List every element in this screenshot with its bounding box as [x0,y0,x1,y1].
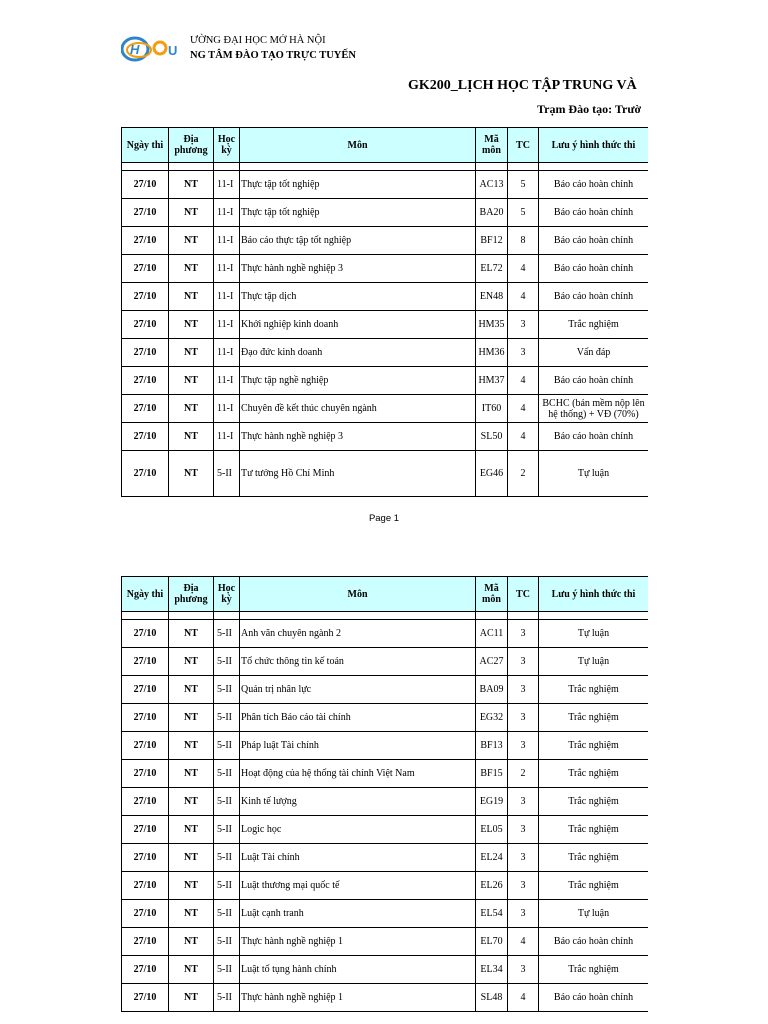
subject-code-cell: HM36 [476,339,508,367]
col-header-semester: Học kỳ [214,128,240,163]
spacer-cell [240,612,476,620]
exam-format-cell: BCHC (bản mềm nộp lên hệ thống) + VĐ (70%) [539,395,649,423]
exam-format-cell: Tự luận [539,900,649,928]
table-row [122,339,649,367]
spacer-cell [508,163,539,171]
subject-code-cell: EN48 [476,283,508,311]
col-header-code: Mã môn [476,577,508,612]
exam-format-cell: Trắc nghiệm [539,760,649,788]
subject-code-cell: AC11 [476,620,508,648]
col-header-code: Mã môn [476,128,508,163]
exam-date-cell: 27/10 [122,171,169,199]
subject-cell: Hoạt động của hệ thống tài chính Việt Nam [240,760,476,788]
semester-cell: 5-II [214,872,240,900]
col-header-semester: Học kỳ [214,577,240,612]
spacer-cell [122,163,169,171]
exam-date-cell: 27/10 [122,423,169,451]
subject-cell: Báo cáo thực tập tốt nghiệp [240,227,476,255]
subject-code-cell: EL54 [476,900,508,928]
credits-cell: 3 [508,339,539,367]
table-header-row [122,577,649,612]
col-header-location: Địa phương [169,128,214,163]
exam-date-cell: 27/10 [122,283,169,311]
spacer-cell [169,163,214,171]
subject-code-cell: BA09 [476,676,508,704]
ehou-logo [121,34,191,64]
location-cell: NT [169,788,214,816]
table-row [122,311,649,339]
exam-date-cell: 27/10 [122,900,169,928]
spacer-cell [214,163,240,171]
semester-cell: 5-II [214,984,240,1012]
location-cell: NT [169,171,214,199]
exam-format-cell: Trắc nghiệm [539,844,649,872]
location-cell: NT [169,984,214,1012]
subject-cell: Pháp luật Tài chính [240,732,476,760]
credits-cell: 3 [508,676,539,704]
exam-format-cell: Trắc nghiệm [539,956,649,984]
location-cell: NT [169,872,214,900]
exam-format-cell: Trắc nghiệm [539,704,649,732]
exam-date-cell: 27/10 [122,339,169,367]
table-row [122,956,649,984]
credits-cell: 4 [508,255,539,283]
location-cell: NT [169,928,214,956]
subject-cell: Phân tích Báo cáo tài chính [240,704,476,732]
exam-date-cell: 27/10 [122,732,169,760]
credits-cell: 4 [508,984,539,1012]
location-cell: NT [169,844,214,872]
subject-code-cell: HM35 [476,311,508,339]
location-cell: NT [169,816,214,844]
spacer-cell [476,612,508,620]
location-cell: NT [169,423,214,451]
subject-code-cell: AC27 [476,648,508,676]
semester-cell: 11-I [214,171,240,199]
org-line-2: NG TÂM ĐÀO TẠO TRỰC TUYẾN [190,50,356,61]
subject-cell: Quản trị nhân lực [240,676,476,704]
subject-code-cell: AC13 [476,171,508,199]
subject-cell: Thực tập nghề nghiệp [240,367,476,395]
subject-cell: Thực hành nghề nghiệp 1 [240,984,476,1012]
subject-code-cell: SL48 [476,984,508,1012]
exam-date-cell: 27/10 [122,451,169,497]
semester-cell: 5-II [214,620,240,648]
exam-format-cell: Báo cáo hoàn chỉnh [539,283,649,311]
semester-cell: 5-II [214,704,240,732]
document-title: GK200_LỊCH HỌC TẬP TRUNG VÀ [408,78,637,93]
subject-code-cell: EL72 [476,255,508,283]
svg-text:H: H [130,42,140,57]
subject-code-cell: SL50 [476,423,508,451]
credits-cell: 3 [508,732,539,760]
subject-code-cell: IT60 [476,395,508,423]
subject-code-cell: EG32 [476,704,508,732]
table-row [122,928,649,956]
table-row [122,367,649,395]
semester-cell: 11-I [214,367,240,395]
credits-cell: 5 [508,199,539,227]
semester-cell: 5-II [214,676,240,704]
semester-cell: 11-I [214,423,240,451]
table-row [122,423,649,451]
subject-code-cell: BF12 [476,227,508,255]
semester-cell: 11-I [214,227,240,255]
col-header-credits: TC [508,577,539,612]
exam-format-cell: Trắc nghiệm [539,872,649,900]
subject-cell: Logic học [240,816,476,844]
credits-cell: 5 [508,171,539,199]
exam-format-cell: Trắc nghiệm [539,311,649,339]
exam-format-cell: Tự luận [539,648,649,676]
location-cell: NT [169,620,214,648]
spacer-cell [539,612,649,620]
table-spacer-row [122,612,649,620]
subject-code-cell: EG46 [476,451,508,497]
exam-date-cell: 27/10 [122,704,169,732]
credits-cell: 3 [508,620,539,648]
table-row [122,199,649,227]
subject-code-cell: BA20 [476,199,508,227]
semester-cell: 5-II [214,648,240,676]
semester-cell: 5-II [214,844,240,872]
subject-cell: Chuyên đề kết thúc chuyên ngành [240,395,476,423]
semester-cell: 11-I [214,339,240,367]
exam-format-cell: Trắc nghiệm [539,676,649,704]
exam-format-cell: Báo cáo hoàn chỉnh [539,171,649,199]
exam-format-cell: Báo cáo hoàn chỉnh [539,199,649,227]
location-cell: NT [169,760,214,788]
credits-cell: 3 [508,872,539,900]
semester-cell: 5-II [214,451,240,497]
semester-cell: 5-II [214,788,240,816]
exam-date-cell: 27/10 [122,760,169,788]
credits-cell: 2 [508,451,539,497]
exam-format-cell: Tự luận [539,451,649,497]
table-row [122,255,649,283]
location-cell: NT [169,367,214,395]
credits-cell: 3 [508,844,539,872]
location-cell: NT [169,704,214,732]
subject-code-cell: BF13 [476,732,508,760]
table-row [122,283,649,311]
credits-cell: 4 [508,395,539,423]
exam-format-cell: Báo cáo hoàn chỉnh [539,984,649,1012]
spacer-cell [508,612,539,620]
col-header-credits: TC [508,128,539,163]
table-row [122,984,649,1012]
semester-cell: 11-I [214,311,240,339]
table-row [122,704,649,732]
credits-cell: 4 [508,283,539,311]
subject-code-cell: HM37 [476,367,508,395]
semester-cell: 5-II [214,760,240,788]
subject-code-cell: EL05 [476,816,508,844]
page-number: Page 1 [368,513,400,524]
exam-date-cell: 27/10 [122,872,169,900]
exam-date-cell: 27/10 [122,788,169,816]
semester-cell: 11-I [214,199,240,227]
col-header-exam-format: Lưu ý hình thức thi [539,128,649,163]
credits-cell: 4 [508,928,539,956]
subject-code-cell: EL70 [476,928,508,956]
exam-format-cell: Báo cáo hoàn chỉnh [539,367,649,395]
subject-cell: Thực tập dịch [240,283,476,311]
credits-cell: 3 [508,311,539,339]
subject-cell: Khởi nghiệp kinh doanh [240,311,476,339]
subject-cell: Thực tập tốt nghiệp [240,199,476,227]
semester-cell: 5-II [214,816,240,844]
subject-cell: Đạo đức kinh doanh [240,339,476,367]
exam-date-cell: 27/10 [122,227,169,255]
table-row [122,732,649,760]
exam-date-cell: 27/10 [122,311,169,339]
exam-date-cell: 27/10 [122,255,169,283]
subject-cell: Kinh tế lượng [240,788,476,816]
subject-cell: Anh văn chuyên ngành 2 [240,620,476,648]
spacer-cell [476,163,508,171]
location-cell: NT [169,311,214,339]
exam-date-cell: 27/10 [122,816,169,844]
exam-date-cell: 27/10 [122,367,169,395]
spacer-cell [539,163,649,171]
credits-cell: 8 [508,227,539,255]
spacer-cell [169,612,214,620]
table-row [122,620,649,648]
credits-cell: 3 [508,648,539,676]
subject-cell: Thực tập tốt nghiệp [240,171,476,199]
credits-cell: 2 [508,760,539,788]
spacer-cell [214,612,240,620]
subject-code-cell: EL24 [476,844,508,872]
semester-cell: 11-I [214,255,240,283]
ehou-logo-mark [121,34,191,64]
spacer-cell [122,612,169,620]
subject-cell: Luật cạnh tranh [240,900,476,928]
location-cell: NT [169,648,214,676]
location-cell: NT [169,227,214,255]
subject-cell: Thực hành nghề nghiệp 1 [240,928,476,956]
col-header-subject: Môn [240,128,476,163]
exam-date-cell: 27/10 [122,648,169,676]
subject-cell: Luật thương mại quốc tế [240,872,476,900]
exam-format-cell: Báo cáo hoàn chỉnh [539,255,649,283]
location-cell: NT [169,451,214,497]
semester-cell: 11-I [214,283,240,311]
table-row [122,844,649,872]
location-cell: NT [169,255,214,283]
schedule-table-page1 [121,127,648,503]
table-row [122,395,649,423]
subject-code-cell: EL26 [476,872,508,900]
table-row [122,648,649,676]
location-cell: NT [169,339,214,367]
credits-cell: 4 [508,423,539,451]
table-row [122,900,649,928]
exam-date-cell: 27/10 [122,676,169,704]
table-row [122,227,649,255]
org-line-1: ƯỜNG ĐẠI HỌC MỞ HÀ NỘI [190,35,326,46]
exam-date-cell: 27/10 [122,395,169,423]
document-subtitle: Trạm Đào tạo: Trườ [537,102,642,116]
exam-format-cell: Vấn đáp [539,339,649,367]
exam-format-cell: Báo cáo hoàn chỉnh [539,423,649,451]
spacer-cell [240,163,476,171]
credits-cell: 3 [508,788,539,816]
credits-cell: 3 [508,816,539,844]
subject-cell: Luật Tài chính [240,844,476,872]
location-cell: NT [169,900,214,928]
exam-date-cell: 27/10 [122,984,169,1012]
exam-date-cell: 27/10 [122,956,169,984]
credits-cell: 3 [508,704,539,732]
exam-date-cell: 27/10 [122,620,169,648]
table-row [122,171,649,199]
col-header-date: Ngày thi [122,128,169,163]
exam-format-cell: Trắc nghiệm [539,732,649,760]
subject-code-cell: EL34 [476,956,508,984]
subject-code-cell: BF15 [476,760,508,788]
semester-cell: 11-I [214,395,240,423]
credits-cell: 3 [508,956,539,984]
location-cell: NT [169,395,214,423]
location-cell: NT [169,283,214,311]
col-header-date: Ngày thi [122,577,169,612]
table-row [122,872,649,900]
exam-format-cell: Trắc nghiệm [539,788,649,816]
subject-cell: Luật tố tụng hành chính [240,956,476,984]
semester-cell: 5-II [214,956,240,984]
table-row [122,676,649,704]
exam-date-cell: 27/10 [122,199,169,227]
svg-text:U: U [168,43,178,58]
table-row [122,788,649,816]
credits-cell: 4 [508,367,539,395]
col-header-exam-format: Lưu ý hình thức thi [539,577,649,612]
exam-date-cell: 27/10 [122,928,169,956]
exam-format-cell: Báo cáo hoàn chỉnh [539,928,649,956]
table-spacer-row [122,163,649,171]
semester-cell: 5-II [214,900,240,928]
table-row [122,451,649,497]
semester-cell: 5-II [214,928,240,956]
table-header-row [122,128,649,163]
schedule-table-page2 [121,576,648,1024]
exam-date-cell: 27/10 [122,844,169,872]
exam-format-cell: Tự luận [539,620,649,648]
subject-cell: Thực hành nghề nghiệp 3 [240,255,476,283]
location-cell: NT [169,676,214,704]
col-header-location: Địa phương [169,577,214,612]
location-cell: NT [169,732,214,760]
location-cell: NT [169,956,214,984]
subject-cell: Tổ chức thông tin kế toán [240,648,476,676]
exam-format-cell: Trắc nghiệm [539,816,649,844]
subject-code-cell: EG19 [476,788,508,816]
col-header-subject: Môn [240,577,476,612]
semester-cell: 5-II [214,732,240,760]
location-cell: NT [169,199,214,227]
subject-cell: Thực hành nghề nghiệp 3 [240,423,476,451]
exam-format-cell: Báo cáo hoàn chỉnh [539,227,649,255]
subject-cell: Tư tưởng Hồ Chí Minh [240,451,476,497]
table-row [122,816,649,844]
table-row [122,760,649,788]
credits-cell: 3 [508,900,539,928]
